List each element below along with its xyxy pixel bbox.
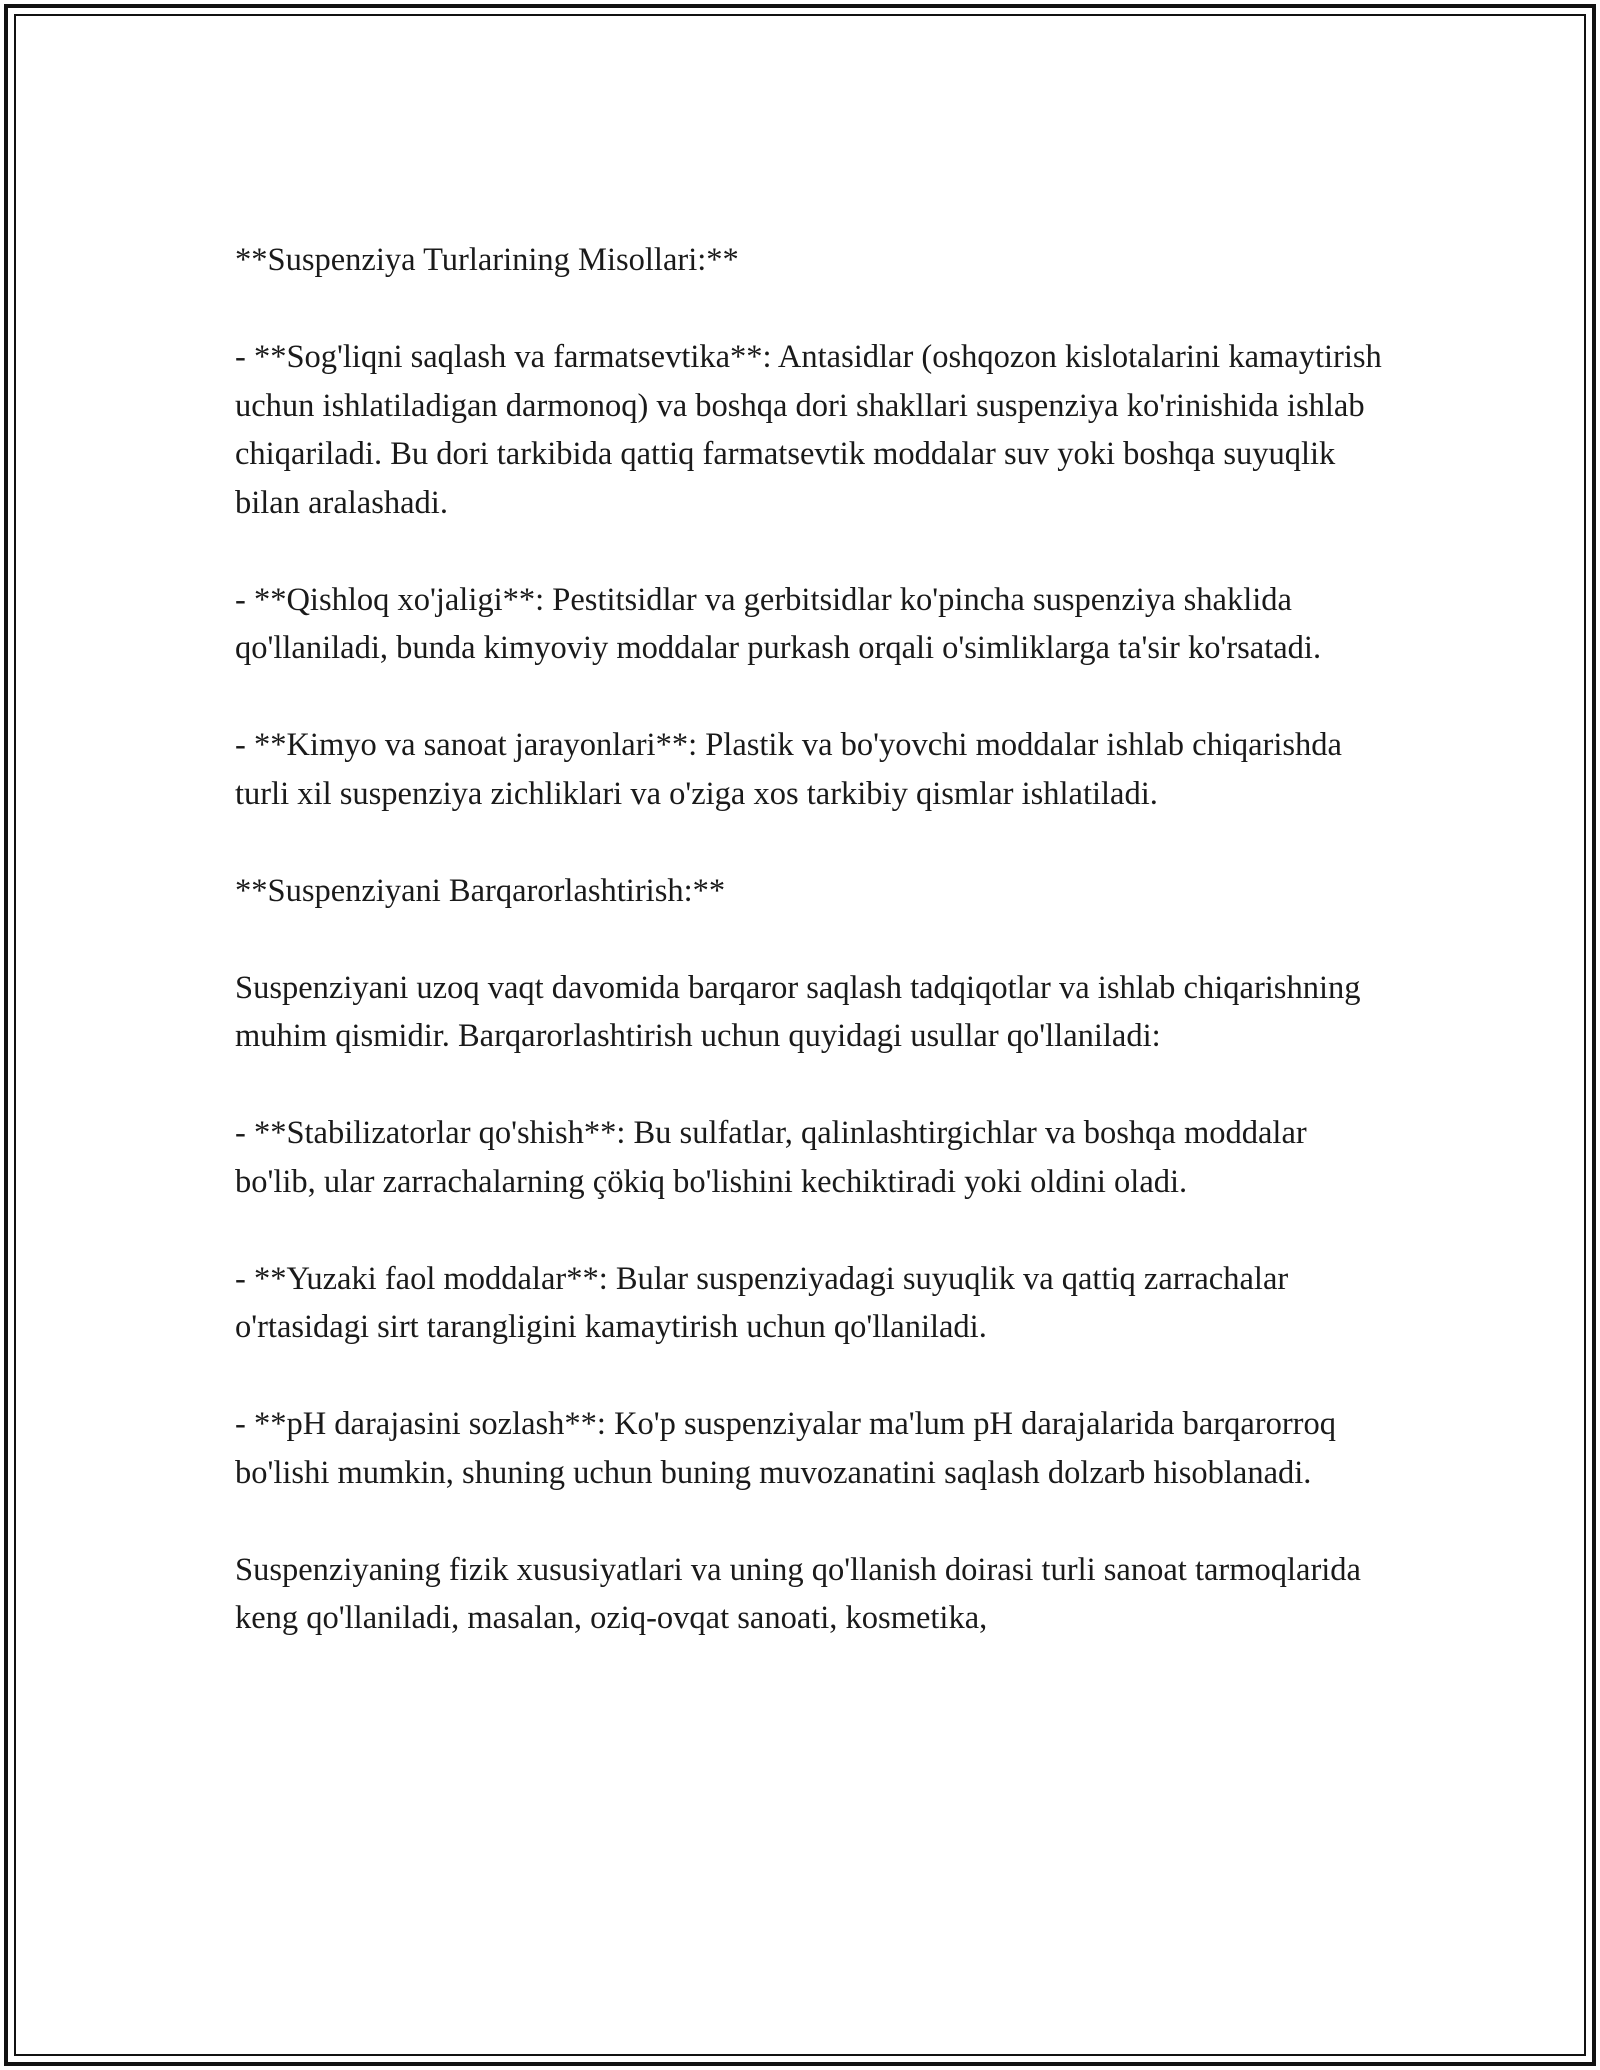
list-item-stabilizers: - **Stabilizatorlar qo'shish**: Bu sulfatlar, qalinlashtirgichlar va boshqa moddalar bo'lib, ular zarrachalarning çökiq bo'lishini kechiktiradi yoki oldini oladi. [235, 1115, 1307, 1200]
list-item-healthcare: - **Sog'liqni saqlash va farmatsevtika**: Antasidlar (oshqozon kislotalarini kamaytirish uchun ishlatiladigan darmonoq) va boshqa dori shakllari suspenziya ko'rinishida ishlab chiqariladi. Bu dori tarkibida qattiq farmatsevtik moddalar suv yoki boshqa suyuqlik bilan aralashadi. [235, 339, 1382, 521]
paragraph-stabilization-intro: Suspenziyani uzoq vaqt davomida barqaror saqlash tadqiqotlar va ishlab chiqarishning muhim qismidir. Barqarorlashtirish uchun quyidagi usullar qo'llaniladi: [235, 969, 1361, 1054]
list-item-agriculture: - **Qishloq xo'jaligi**: Pestitsidlar va gerbitsidlar ko'pincha suspenziya shaklida qo'llaniladi, bunda kimyoviy moddalar purkash orqali o'simliklarga ta'sir ko'rsatadi. [235, 581, 1322, 666]
list-item-chemistry-industry: - **Kimyo va sanoat jarayonlari**: Plastik va bo'yovchi moddalar ishlab chiqarishda turli xil suspenziya zichliklari va o'ziga xos tarkibiy qismlar ishlatiladi. [235, 727, 1342, 812]
document-body [235, 236, 1385, 1643]
list-item-surfactants: - **Yuzaki faol moddalar**: Bular suspenziyadagi suyuqlik va qattiq zarrachalar o'rtasidagi sirt tarangligini kamaytirish uchun qo'llaniladi. [235, 1260, 1289, 1345]
section-heading-examples: **Suspenziya Turlarining Misollari:** [235, 242, 739, 278]
paragraph-conclusion: Suspenziyaning fizik xususiyatlari va uning qo'llanish doirasi turli sanoat tarmoqlarida keng qo'llaniladi, masalan, oziq-ovqat sanoati, kosmetika, [235, 1551, 1361, 1636]
section-heading-stabilization: **Suspenziyani Barqarorlashtirish:** [235, 872, 726, 909]
list-item-ph-adjustment: - **pH darajasini sozlash**: Ko'p suspenziyalar ma'lum pH darajalarida barqarorroq bo'lishi mumkin, shuning uchun buning muvozanatini saqlash dolzarb hisoblanadi. [235, 1406, 1337, 1491]
